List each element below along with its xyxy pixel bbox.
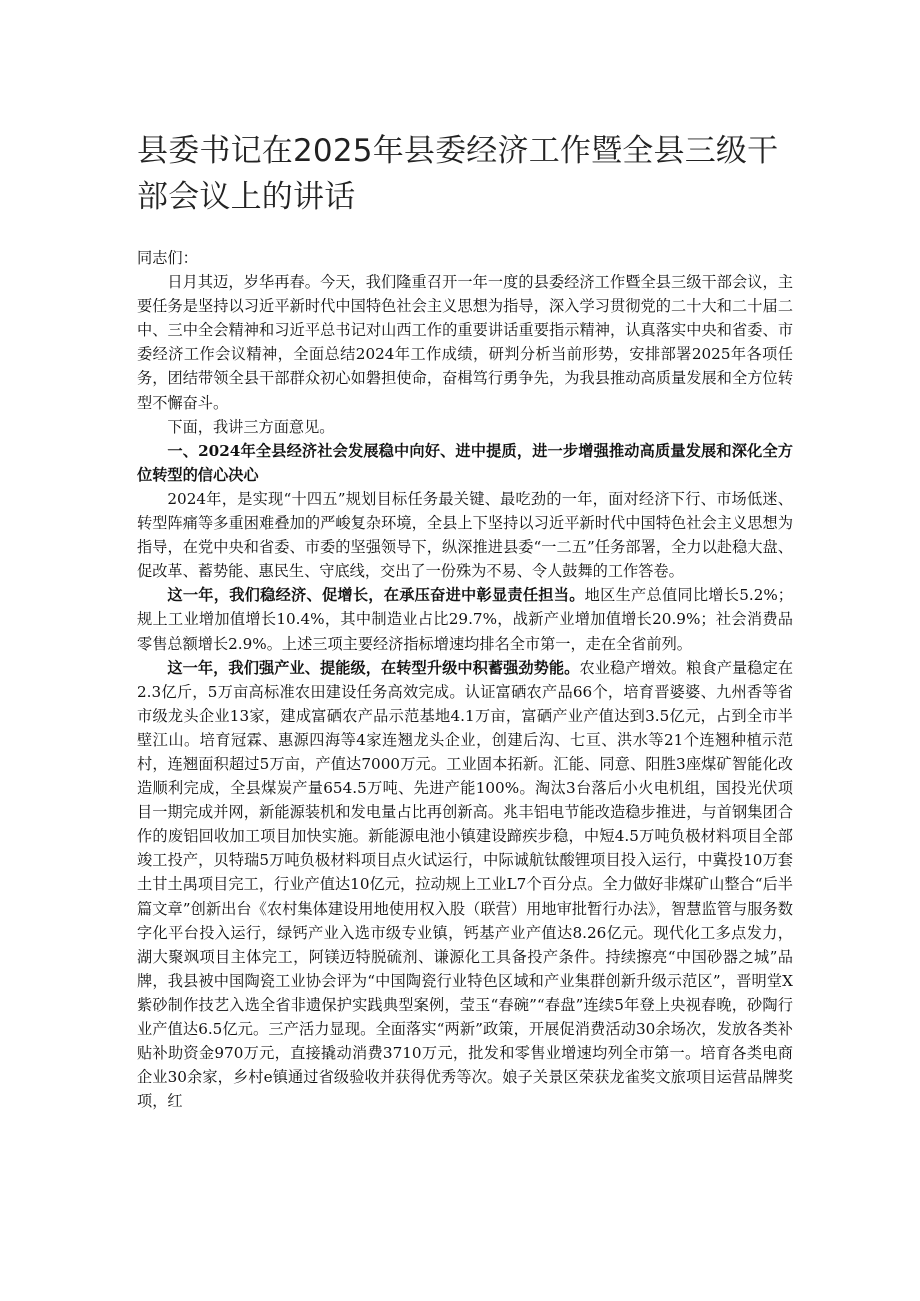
document-page <box>137 128 793 1113</box>
section-overview-paragraph: 2024年，是实现“十四五”规划目标任务最关键、最吃劲的一年，面对经济下行、市场低迷、转型阵痛等多重困难叠加的严峻复杂环境，全县上下坚持以习近平新时代中国特色社会主义思想为指导，在党中央和省委、市委的坚强领导下，纵深推进县委“一二五”任务部署，全力以赴稳大盘、促改革、蓄势能、惠民生、守底线，交出了一份殊为不易、令人鼓舞的工作答卷。 <box>137 489 793 581</box>
intro-paragraph: 日月其迈，岁华再春。今天，我们隆重召开一年一度的县委经济工作暨全县三级干部会议，主要任务是坚持以习近平新时代中国特色社会主义思想为指导，深入学习贯彻党的二十大和二十届二中、三中全会精神和习近平总书记对山西工作的重要讲话重要指示精神，认真落实中央和省委、市委经济工作会议精神，全面总结2024年工作成绩，研判分析当前形势，安排部署2025年各项任务，团结带领全县干部群众初心如磐担使命，奋楫笃行勇争先，为我县推动高质量发展和全方位转型不懈奋斗。 <box>137 273 793 412</box>
section-heading: 一、2024年全县经济社会发展稳中向好、进中提质，进一步增强推动高质量发展和深化全方位转型的信心决心 <box>137 441 793 484</box>
transition-paragraph: 下面，我讲三方面意见。 <box>167 417 335 436</box>
document-title: 县委书记在2025年县委经济工作暨全县三级干部会议上的讲话 <box>137 133 779 215</box>
industry-body: 农业稳产增效。粮食产量稳定在2.3亿斤，5万亩高标准农田建设任务高效完成。认证富硒农产品66个，培育晋婆婆、九州香等省市级龙头企业13家，建成富硒农产品示范基地4.1万亩，富硒产业产值达到3.5亿元，占到全市半壁江山。培育冠霖、惠源四海等4家连翘龙头企业，创建后沟、七亘、洪水等21个连翘种植示范村，连翘面积超过5万亩，产值达7000万元。工业固本拓新。汇能、同意、阳胜3座煤矿智能化改造顺利完成，全县煤炭产量654.5万吨、先进产能100%。淘汰3台落后小火电机组，国投光伏项目一期完成并网，新能源装机和发电量占比再创新高。兆丰铝电节能改造稳步推进，与首钢集团合作的废铝回收加工项目加快实施。新能源电池小镇建设蹄疾步稳，中短4.5万吨负极材料项目全部竣工投产，贝特瑞5万吨负极材料项目点火试运行，中际诚航钛酸锂项目投入运行，中冀投10万套土甘土禺项目完工，行业产值达10亿元，拉动规上工业L7个百分点。全力做好非煤矿山整合“后半篇文章”创新出台《农村集体建设用地使用权入股（联营）用地审批暂行办法》，智慧监管与服务数字化平台投入运行，绿钙产业入选市级专业镇，钙基产业产值达8.26亿元。现代化工多点发力，湖大聚飒项目主体完工，阿镁迈特脱硫剂、谦源化工具备投产条件。持续擦亮“中国砂器之城”品牌，我县被中国陶瓷工业协会评为“中国陶瓷行业特色区域和产业集群创新升级示范区”，晋明堂X紫砂制作技艺入选全省非遗保护实践典型案例，莹玉“春碗”“春盘”连续5年登上央视春晚，砂陶行业产值达6.5亿元。三产活力显现。全面落实“两新”政策，开展促消费活动30余场次，发放各类补贴补助资金970万元，直接撬动消费3710万元，批发和零售业增速均列全市第一。培育各类电商企业30余家，乡村e镇通过省级验收并获得优秀等次。娘子关景区荣获龙雀奖文旅项目运营品牌奖项，红 <box>137 658 794 1111</box>
industry-lead-sentence: 这一年，我们强产业、提能级，在转型升级中积蓄强劲势能。 <box>167 658 580 677</box>
economy-lead-sentence: 这一年，我们稳经济、促增长，在承压奋进中彰显责任担当。 <box>167 586 585 605</box>
economy-paragraph <box>137 583 793 655</box>
industry-paragraph <box>137 656 793 1114</box>
salutation: 同志们： <box>137 249 198 267</box>
economy-body: 地区生产总值同比增长5.2%；规上工业增加值增长10.4%，其中制造业占比29.7%，战新产业增加值增长20.9%；社会消费品零售总额增长2.9%。上述三项主要经济指标增速均排名全市第一，走在全省前列。 <box>137 586 793 653</box>
